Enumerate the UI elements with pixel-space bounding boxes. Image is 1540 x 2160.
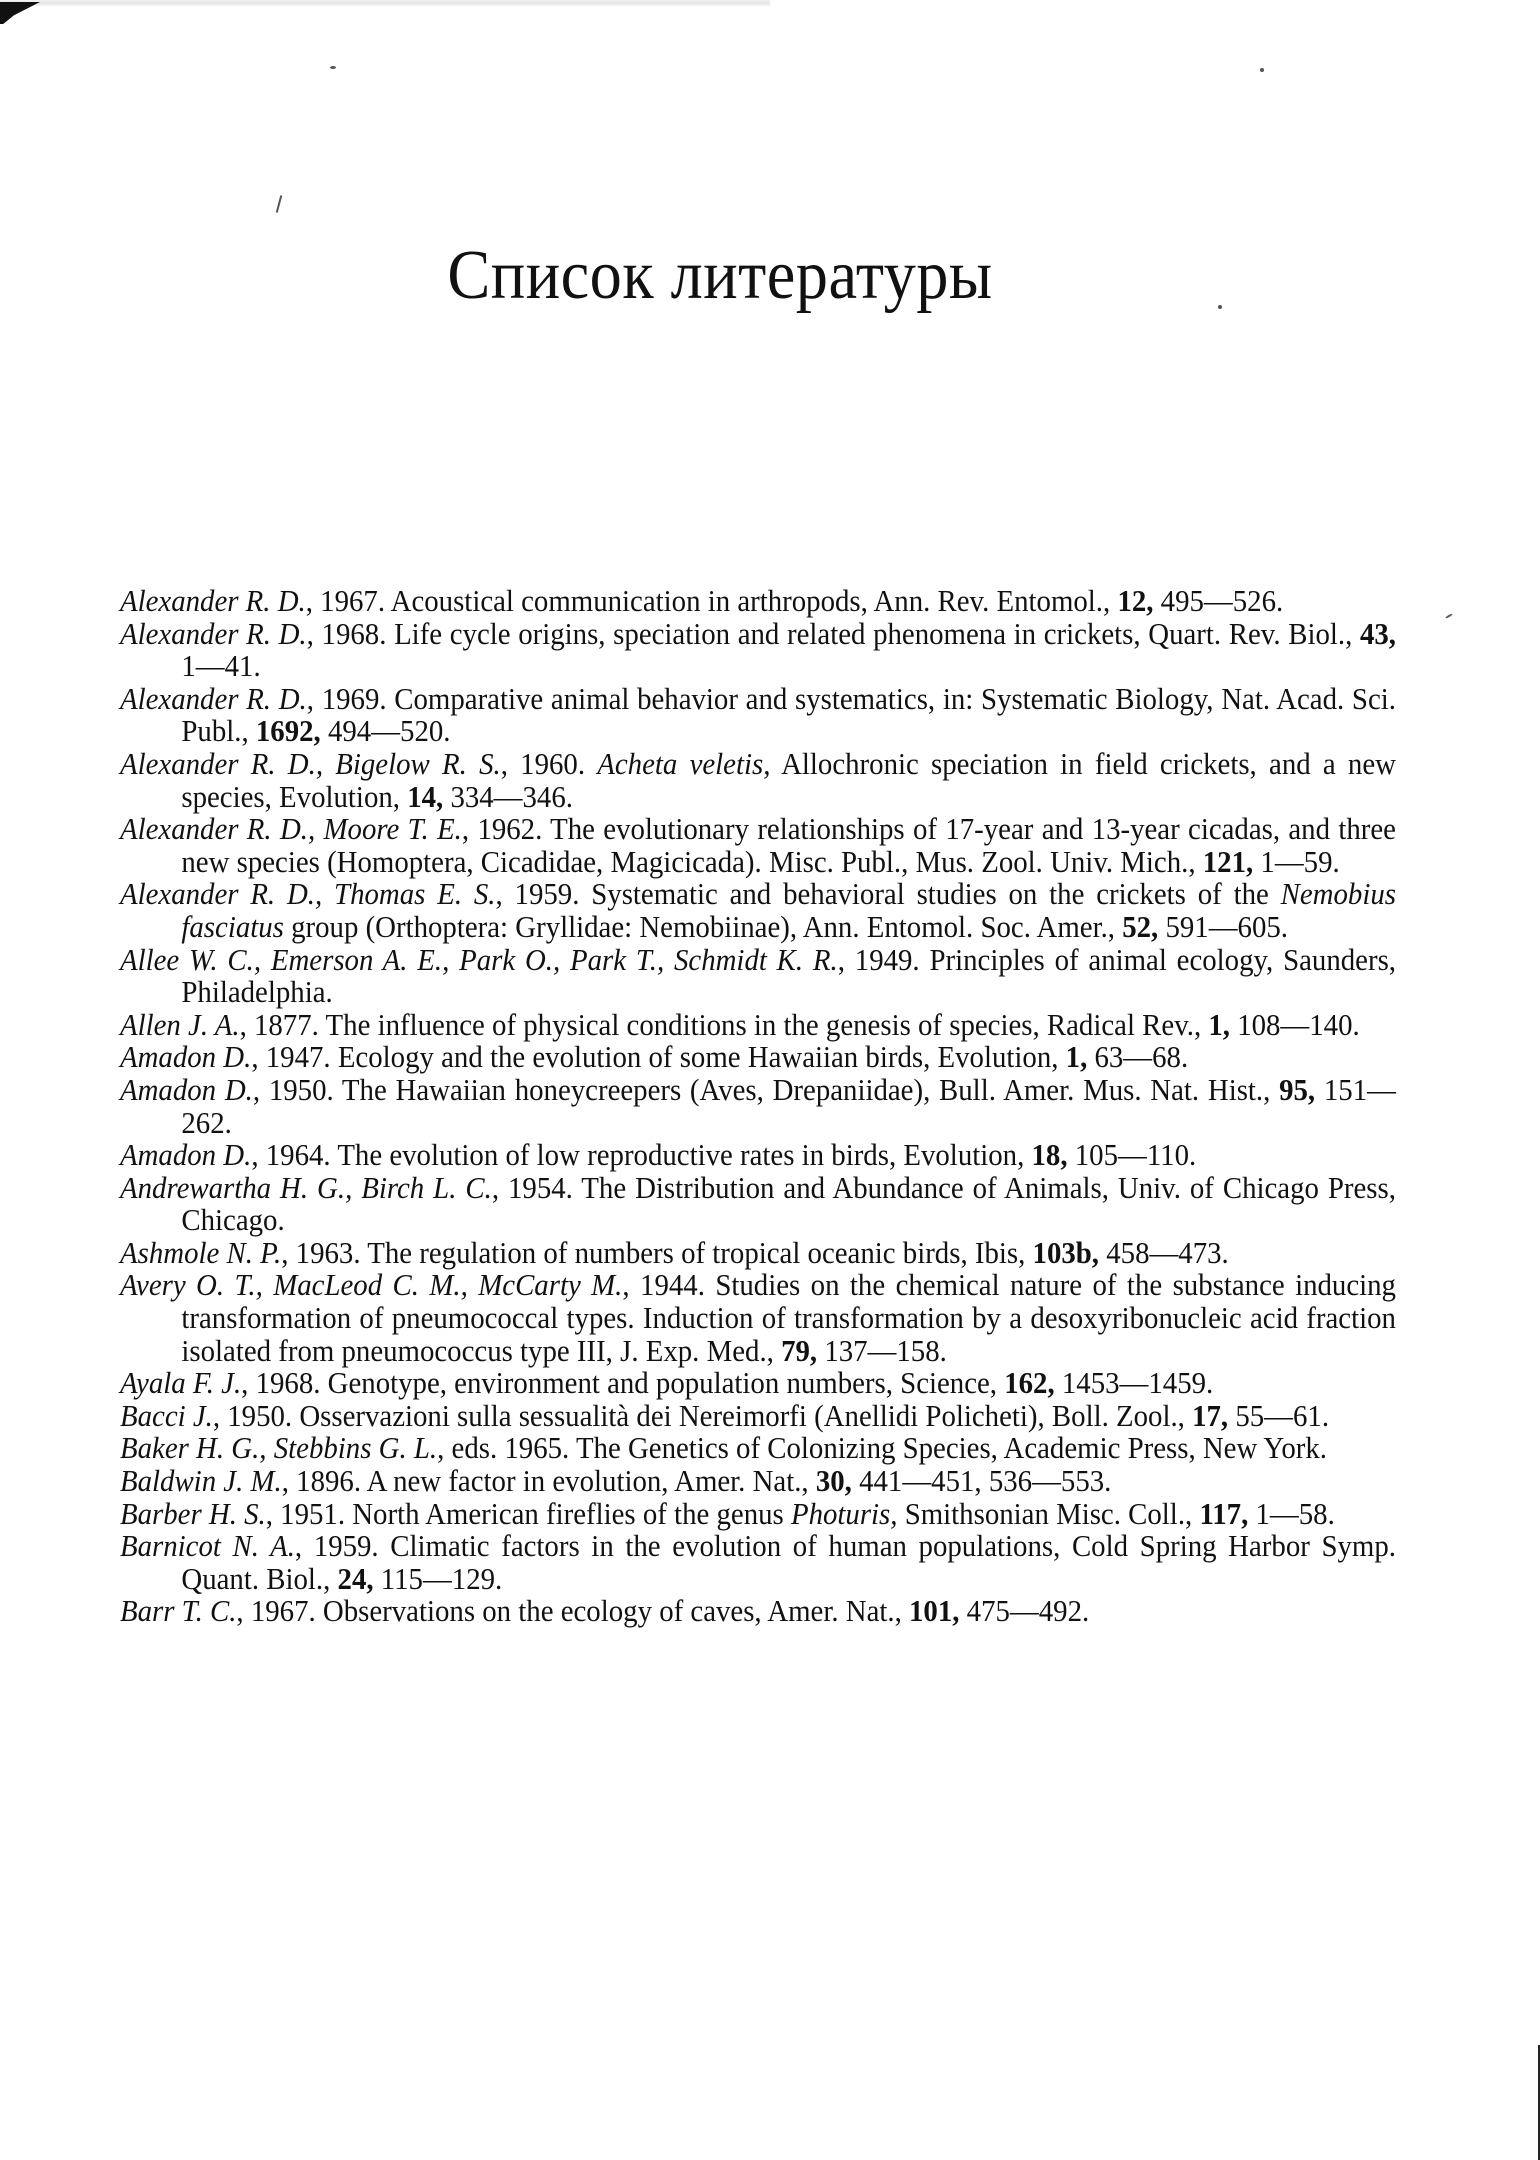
reference-pages: 1453—1459. [1061, 1365, 1214, 1401]
reference-italic-title: Photuris, [790, 1495, 898, 1531]
reference-authors: Allen J. A. [120, 1006, 240, 1042]
reference-title: The regulation of numbers of tropical oceanic birds, [367, 1234, 968, 1270]
reference-source: Ann. Entomol. Soc. Amer., [802, 908, 1116, 944]
reference-volume: 30, [815, 1463, 852, 1499]
reference-entry: Amadon D., 1950. The Hawaiian honeycreepers (Aves, Drepaniidae), Bull. Amer. Mus. Nat. Hist., 95, 151—262. [120, 1071, 1396, 1140]
reference-pages: 495—526. [1160, 583, 1284, 618]
reference-source: J. Exp. Med., [620, 1332, 774, 1368]
reference-volume: 121, [1202, 843, 1254, 879]
reference-source: Saunders, Philadelphia. [181, 941, 1397, 1010]
reference-source: Evolution, [903, 1137, 1025, 1173]
reference-year: 1968. [255, 1365, 321, 1401]
reference-italic-title: Acheta veletis, [597, 745, 771, 781]
reference-entry: Baker H. G., Stebbins G. L., eds. 1965. The Genetics of Colonizing Species, Academic Press, New York. [120, 1430, 1328, 1466]
reference-volume: 17, [1192, 1397, 1229, 1433]
reference-title: The evolution of low reproductive rates in birds, [337, 1137, 897, 1173]
reference-entry: Amadon D., 1947. Ecology and the evolution of some Hawaiian birds, Evolution, 1, 63—68. [120, 1039, 1189, 1075]
reference-authors: Ashmole N. P. [120, 1234, 282, 1270]
reference-authors: Andrewartha H. G., Birch L. C. [120, 1169, 492, 1205]
reference-pages: 63—68. [1094, 1039, 1189, 1075]
reference-pages: 108—140. [1237, 1006, 1360, 1042]
reference-year: 1963. [295, 1234, 361, 1270]
reference-title: Life cycle origins, speciation and related phenomena in crickets, [394, 615, 1141, 651]
reference-volume: 103b, [1032, 1234, 1100, 1270]
reference-entry: Andrewartha H. G., Birch L. C., 1954. The Distribution and Abundance of Animals, Univ. of Chicago Press, Chicago. [120, 1169, 1396, 1238]
reference-title: Climatic factors in the evolution of human populations, [390, 1528, 1061, 1564]
reference-year: 1950. [268, 1071, 334, 1107]
reference-source: Bull. Amer. Mus. Nat. Hist., [939, 1071, 1271, 1107]
reference-source: Ibis, [974, 1234, 1026, 1270]
reference-source: Ann. Rev. Entomol., [873, 583, 1111, 618]
reference-entry: Baldwin J. M., 1896. A new factor in evolution, Amer. Nat., 30, 441—451, 536—553. [120, 1463, 1112, 1499]
reference-authors: Barr T. C. [120, 1593, 237, 1629]
reference-volume: 101, [909, 1593, 960, 1629]
reference-year: 1949. [854, 941, 920, 977]
reference-title: Ecology and the evolution of some Hawaiian birds, [337, 1039, 931, 1075]
reference-entry: Alexander R. D., 1967. Acoustical communication in arthropods, Ann. Rev. Entomol., 12, 495—526. [120, 583, 1284, 618]
reference-entry: Bacci J., 1950. Osservazioni sulla sessualità dei Nereimorfi (Anellidi Policheti), Boll. Zool., 17, 55—61. [120, 1397, 1330, 1433]
reference-pages: 458—473. [1106, 1234, 1229, 1270]
reference-authors: Amadon D. [120, 1071, 253, 1107]
reference-authors: Baker H. G., Stebbins G. L. [120, 1430, 438, 1466]
reference-pages: 494—520. [327, 713, 451, 749]
reference-pages: 475—492. [966, 1593, 1090, 1629]
reference-pages: 1—58. [1255, 1495, 1335, 1531]
reference-volume: 18, [1031, 1137, 1068, 1173]
reference-pages: 1—59. [1260, 843, 1340, 879]
reference-source: Misc. Publ., Mus. Zool. Univ. Mich., [768, 843, 1196, 879]
reference-authors: Alexander R. D. [120, 680, 307, 716]
reference-year: 1969. [321, 680, 387, 716]
reference-year: 1951. [280, 1495, 346, 1531]
reference-volume: 95, [1279, 1071, 1316, 1107]
reference-authors: Baldwin J. M. [120, 1463, 282, 1499]
reference-year: 1968. [321, 615, 387, 651]
reference-title: The influence of physical conditions in the genesis of species, [325, 1006, 1040, 1042]
reference-pages: 334—346. [450, 778, 573, 814]
reference-volume: 162, [1004, 1365, 1055, 1401]
reference-source: Amer. Nat., [674, 1463, 809, 1499]
reference-authors: Amadon D. [120, 1137, 252, 1173]
reference-volume: 14, [407, 778, 444, 814]
reference-volume: 24, [337, 1560, 374, 1596]
reference-source: Academic Press, New York. [1003, 1430, 1328, 1466]
scan-speck [1260, 68, 1264, 72]
reference-volume: 1, [1065, 1039, 1088, 1075]
reference-volume: 1, [1208, 1006, 1230, 1042]
reference-source: Univ. of Chicago Press, Chicago. [181, 1169, 1396, 1238]
reference-source: Smithsonian Misc. Coll., [904, 1495, 1193, 1531]
reference-volume: 12, [1117, 583, 1154, 618]
reference-entry: Amadon D., 1964. The evolution of low reproductive rates in birds, Evolution, 18, 105—110. [120, 1137, 1197, 1173]
reference-year: 1944. [640, 1267, 705, 1303]
reference-volume: 79, [781, 1332, 818, 1368]
reference-pages: 55—61. [1235, 1397, 1330, 1433]
scan-edge [0, 0, 770, 6]
reference-entry: Barnicot N. A., 1959. Climatic factors in the evolution of human populations, Cold Spring Harbor Symp. Quant. Biol., 24, 115—129. [120, 1528, 1396, 1596]
reference-entry: Alexander R. D., Thomas E. S., 1959. Systematic and behavioral studies on the crickets of the Nemobius fasciatus group (Orthoptera: Gryllidae: Nemobiinae), Ann. Entomol. Soc. Amer., 52, 591—605. [120, 876, 1396, 944]
reference-pages: 151—262. [181, 1071, 1396, 1140]
reference-entry: Barber H. S., 1951. North American fireflies of the genus Photuris, Smithsonian Misc. Coll., 117, 1—58. [120, 1495, 1335, 1531]
reference-year: 1950. [227, 1397, 293, 1433]
reference-source: Evolution, [279, 778, 400, 814]
reference-entry: Alexander R. D., 1969. Comparative animal behavior and systematics, in: Systematic Biology, Nat. Acad. Sci. Publ., 1692, 494—520. [120, 680, 1396, 749]
reference-year: 1959. [313, 1528, 379, 1564]
reference-year: 1954. [507, 1169, 573, 1205]
reference-entry: Alexander R. D., 1968. Life cycle origins, speciation and related phenomena in crickets, Quart. Rev. Biol., 43, 1—41. [120, 615, 1397, 684]
reference-title: A new factor in evolution, [366, 1463, 669, 1499]
reference-entry: Ashmole N. P., 1963. The regulation of numbers of tropical oceanic birds, Ibis, 103b, 458—473. [120, 1234, 1229, 1270]
reference-source: Evolution, [937, 1039, 1059, 1075]
reference-entry: Avery O. T., MacLeod C. M., McCarty M., 1944. Studies on the chemical nature of the substance inducing transformation of pneumococcal types. Induction of transformation by a desoxyribonucleic acid fraction isolated from pneumococcus type III, J. Exp. Med., 79, 137—158. [120, 1267, 1396, 1368]
scan-speck [1445, 613, 1453, 619]
reference-authors: Ayala F. J. [120, 1365, 242, 1401]
reference-source: Cold Spring Harbor Symp. Quant. Biol., [181, 1528, 1396, 1596]
scan-speck [276, 195, 283, 213]
reference-entry: Barr T. C., 1967. Observations on the ecology of caves, Amer. Nat., 101, 475—492. [120, 1593, 1090, 1629]
reference-authors: Alexander R. D., Moore T. E. [120, 811, 462, 847]
reference-italic-title: Nemobius fasciatus [181, 876, 1396, 944]
reference-volume: 52, [1122, 908, 1159, 944]
reference-year: 1967. [320, 583, 386, 618]
reference-title: Studies on the chemical nature of the substance inducing transformation of pneumococcal types. Induction of transformation by a desoxyribonucleic acid fraction isolated from pneumococcus type III, [181, 1267, 1396, 1368]
reference-year: 1877. [253, 1006, 319, 1042]
reference-volume: 117, [1199, 1495, 1249, 1531]
reference-title: North American fireflies of the genus [352, 1495, 784, 1531]
reference-entry: Allen J. A., 1877. The influence of physical conditions in the genesis of species, Radical Rev., 1, 108—140. [120, 1006, 1360, 1042]
reference-pages: 115—129. [380, 1560, 503, 1596]
reference-source: Quart. Rev. Biol., [1148, 615, 1353, 651]
reference-title: group (Orthoptera: Gryllidae: Nemobiinae), [291, 908, 798, 944]
reference-title: Acoustical communication in arthropods, [390, 583, 868, 618]
reference-year: 1962. [477, 811, 543, 847]
reference-title: The Distribution and Abundance of Animals, [581, 1169, 1109, 1205]
reference-source: Science, [900, 1365, 998, 1401]
reference-title: Systematic and behavioral studies on the crickets of the [591, 876, 1269, 912]
reference-pages: 441—451, 536—553. [859, 1463, 1112, 1499]
reference-source: Nat. Acad. Sci. Publ., [181, 680, 1396, 749]
reference-authors: Alexander R. D. [120, 615, 307, 651]
reference-authors: Allee W. C., Emerson A. E., Park O., Park T., Schmidt K. R. [120, 941, 838, 977]
reference-year: 1947. [265, 1039, 331, 1075]
reference-entry: Allee W. C., Emerson A. E., Park O., Park T., Schmidt K. R., 1949. Principles of animal ecology, Saunders, Philadelphia. [120, 941, 1397, 1010]
reference-entry: Alexander R. D., Moore T. E., 1962. The evolutionary relationships of 17-year and 13-year cicadas, and three new species (Homoptera, Cicadidae, Magicicada). Misc. Publ., Mus. Zool. Univ. Mich., 121, 1—59. [120, 811, 1396, 879]
reference-pages: 105—110. [1074, 1137, 1197, 1173]
reference-authors: Alexander R. D. [120, 583, 306, 618]
reference-title: Observations on the ecology of caves, [322, 1593, 762, 1629]
reference-title: Osservazioni sulla sessualità dei Nereimorfi (Anellidi Policheti), [299, 1397, 1045, 1433]
reference-title: Principles of animal ecology, [929, 941, 1274, 977]
reference-authors: Bacci J. [120, 1397, 213, 1433]
reference-authors: Barber H. S. [120, 1495, 266, 1531]
reference-year: eds. 1965. [451, 1430, 570, 1466]
reference-authors: Alexander R. D., Thomas E. S. [120, 876, 496, 912]
reference-authors: Alexander R. D., Bigelow R. S. [120, 745, 501, 781]
reference-entry: Ayala F. J., 1968. Genotype, environment and population numbers, Science, 162, 1453—1459. [120, 1365, 1214, 1401]
reference-year: 1967. [250, 1593, 316, 1629]
reference-year: 1959. [514, 876, 580, 912]
reference-year: 1964. [265, 1137, 331, 1173]
reference-source: Amer. Nat., [767, 1593, 902, 1629]
reference-pages: 591—605. [1165, 908, 1288, 944]
reference-year: 1960. [520, 745, 586, 781]
reference-title: Allochronic speciation in field crickets, and a new species, [181, 745, 1396, 814]
reference-volume: 43, [1359, 615, 1397, 651]
reference-pages: 1—41. [181, 648, 261, 684]
reference-list [120, 583, 1397, 1629]
reference-title: The Genetics of Colonizing Species, [575, 1430, 998, 1466]
reference-year: 1896. [296, 1463, 362, 1499]
reference-title: The evolutionary relationships of 17-year and 13-year cicadas, and three new species (Homoptera, Cicadidae, Magicicada). [181, 811, 1396, 879]
page-title: Список литературы [447, 237, 993, 314]
reference-title: Comparative animal behavior and systematics, in: Systematic Biology, [394, 680, 1214, 716]
reference-source: Radical Rev., [1046, 1006, 1202, 1042]
reference-volume: 1692, [255, 713, 321, 749]
reference-title: Genotype, environment and population numbers, [327, 1365, 893, 1401]
reference-authors: Avery O. T., MacLeod C. M., McCarty M. [120, 1267, 623, 1303]
reference-authors: Barnicot N. A. [120, 1528, 295, 1564]
reference-entry: Alexander R. D., Bigelow R. S., 1960. Acheta veletis, Allochronic speciation in field crickets, and a new species, Evolution, 14, 334—346. [120, 745, 1396, 814]
reference-title: The Hawaiian honeycreepers (Aves, Drepaniidae), [341, 1071, 931, 1107]
reference-authors: Amadon D. [120, 1039, 252, 1075]
reference-source: Boll. Zool., [1051, 1397, 1185, 1433]
scan-speck [330, 66, 336, 69]
reference-pages: 137—158. [824, 1332, 947, 1368]
